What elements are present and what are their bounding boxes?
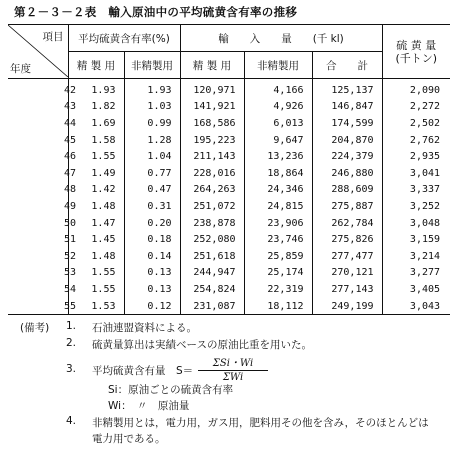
sulfur-rate-nonrefining-cell: 0.77 (124, 165, 180, 182)
header-refining-volume: 精 製 用 (180, 52, 244, 79)
sulfur-rate-refining-cell: 1.48 (68, 198, 124, 215)
header-nonrefining-rate: 非精製用 (124, 52, 180, 79)
sulfur-rate-nonrefining-cell: 0.47 (124, 182, 180, 199)
sulfur-rate-nonrefining-cell: 0.99 (124, 115, 180, 132)
import-total-cell: 288,609 (312, 182, 382, 199)
table-row (8, 99, 450, 116)
sulfur-rate-nonrefining-cell: 1.93 (124, 79, 180, 99)
import-total-cell: 146,847 (312, 99, 382, 116)
note-1-number: 1. (66, 320, 77, 332)
import-nonrefining-cell: 25,859 (244, 248, 312, 265)
notes-label: (備考) (20, 322, 50, 334)
import-refining-cell: 251,072 (180, 198, 244, 215)
import-total-cell: 262,784 (312, 215, 382, 232)
sulfur-rate-refining-cell: 1.82 (68, 99, 124, 116)
import-total-cell: 275,826 (312, 231, 382, 248)
sulfur-rate-nonrefining-cell: 0.14 (124, 248, 180, 265)
sulfur-amount-cell: 3,337 (409, 184, 441, 196)
note-3-wi-definition: Wi： 〃 原油量 (108, 400, 190, 412)
sulfur-rate-refining-cell: 1.45 (68, 231, 124, 248)
import-nonrefining-cell: 18,112 (244, 298, 312, 315)
header-avg-sulfur-rate: 平均硫黄含有率(%) (68, 25, 180, 52)
sulfur-amount-cell: 3,041 (409, 167, 441, 179)
sulfur-content-table (8, 24, 450, 315)
import-refining-cell: 120,971 (180, 79, 244, 99)
import-refining-cell: 251,618 (180, 248, 244, 265)
year-cell: 53 (8, 265, 68, 282)
sulfur-rate-nonrefining-cell: 1.04 (124, 148, 180, 165)
import-total-cell: 125,137 (312, 79, 382, 99)
header-import-volume: 輸 入 量 (千 kl) (180, 25, 382, 52)
note-3-number: 3. (66, 363, 77, 375)
table-row (8, 281, 450, 298)
import-nonrefining-cell: 4,926 (244, 99, 312, 116)
sulfur-rate-nonrefining-cell: 1.28 (124, 132, 180, 149)
corner-year-label: 年度 (10, 63, 31, 75)
note-3-lead: 平均硫黄含有量 S＝ (92, 365, 194, 377)
import-total-cell: 275,887 (312, 198, 382, 215)
sulfur-amount-cell: 3,048 (409, 217, 441, 229)
year-cell: 45 (8, 132, 68, 149)
table-row (8, 298, 450, 315)
sulfur-amount-cell: 2,762 (409, 134, 441, 146)
sulfur-rate-nonrefining-cell: 0.31 (124, 198, 180, 215)
table-row (8, 148, 450, 165)
formula-fraction (198, 354, 268, 383)
import-refining-cell: 238,878 (180, 215, 244, 232)
formula-numerator: ΣSi・Wi (198, 354, 268, 371)
note-2-number: 2. (66, 337, 77, 349)
table-row (8, 198, 450, 215)
sulfur-rate-refining-cell: 1.49 (68, 165, 124, 182)
note-2-text: 硫黄量算出は実績ベースの原油比重を用いた。 (92, 339, 312, 351)
table-row (8, 182, 450, 199)
note-3-si-definition: Si：原油ごとの硫黄含有率 (108, 384, 234, 396)
formula-denominator: ΣWi (222, 372, 244, 383)
sulfur-amount-cell: 2,935 (409, 151, 441, 163)
sulfur-amount-cell: 2,272 (409, 101, 441, 113)
sulfur-amount-cell: 3,277 (409, 267, 441, 279)
import-refining-cell: 211,143 (180, 148, 244, 165)
sulfur-amount-cell: 2,502 (409, 117, 441, 129)
sulfur-rate-nonrefining-cell: 0.20 (124, 215, 180, 232)
import-refining-cell: 168,586 (180, 115, 244, 132)
sulfur-amount-cell: 3,159 (409, 234, 441, 246)
table-row (8, 79, 450, 99)
sulfur-amount-cell: 2,090 (409, 84, 441, 96)
year-cell: 44 (8, 115, 68, 132)
import-total-cell: 277,477 (312, 248, 382, 265)
year-cell: 55 (8, 298, 68, 315)
sulfur-rate-refining-cell: 1.42 (68, 182, 124, 199)
import-refining-cell: 252,080 (180, 231, 244, 248)
table-title: 第２－３－２表 輸入原油中の平均硫黄含有率の推移 (14, 5, 298, 19)
import-total-cell: 277,143 (312, 281, 382, 298)
sulfur-amount-cell: 3,252 (409, 200, 441, 212)
year-cell: 49 (8, 198, 68, 215)
table-row (8, 231, 450, 248)
year-cell: 52 (8, 248, 68, 265)
year-cell: 50 (8, 215, 68, 232)
import-refining-cell: 228,016 (180, 165, 244, 182)
import-nonrefining-cell: 23,746 (244, 231, 312, 248)
note-4-line1: 非精製用とは，電力用，ガス用，肥料用その他を含み，そのほとんどは (92, 417, 429, 429)
header-sulfur-amount-line1: 硫 黄 量 (396, 38, 437, 52)
sulfur-rate-nonrefining-cell: 0.18 (124, 231, 180, 248)
header-refining-rate: 精 製 用 (68, 52, 124, 79)
table-row (8, 248, 450, 265)
header-sulfur-amount (382, 25, 450, 79)
import-refining-cell: 254,824 (180, 281, 244, 298)
import-total-cell: 246,880 (312, 165, 382, 182)
table-row (8, 132, 450, 149)
import-nonrefining-cell: 18,864 (244, 165, 312, 182)
sulfur-rate-nonrefining-cell: 0.12 (124, 298, 180, 315)
sulfur-rate-nonrefining-cell: 0.13 (124, 281, 180, 298)
year-cell: 43 (8, 99, 68, 116)
year-cell: 54 (8, 281, 68, 298)
note-1-text: 石油連盟資料による。 (92, 322, 197, 334)
import-refining-cell: 141,921 (180, 99, 244, 116)
sulfur-rate-nonrefining-cell: 1.03 (124, 99, 180, 116)
table-row (8, 115, 450, 132)
import-nonrefining-cell: 22,319 (244, 281, 312, 298)
sulfur-rate-refining-cell: 1.55 (68, 281, 124, 298)
import-nonrefining-cell: 13,236 (244, 148, 312, 165)
header-total-volume: 合 計 (312, 52, 382, 79)
header-sulfur-amount-unit: (千トン) (395, 51, 438, 65)
import-total-cell: 204,870 (312, 132, 382, 149)
sulfur-rate-refining-cell: 1.53 (68, 298, 124, 315)
table-row (8, 165, 450, 182)
corner-item-label: 項目 (42, 31, 64, 43)
import-nonrefining-cell: 25,174 (244, 265, 312, 282)
table-row (8, 265, 450, 282)
sulfur-amount-cell: 3,043 (382, 298, 450, 315)
sulfur-amount-cell: 3,214 (409, 250, 441, 262)
sulfur-rate-refining-cell: 1.48 (68, 248, 124, 265)
sulfur-rate-refining-cell: 1.55 (68, 265, 124, 282)
import-nonrefining-cell: 9,647 (244, 132, 312, 149)
import-total-cell: 270,121 (312, 265, 382, 282)
import-refining-cell: 244,947 (180, 265, 244, 282)
sulfur-rate-refining-cell: 1.55 (68, 148, 124, 165)
import-nonrefining-cell: 4,166 (244, 79, 312, 99)
year-cell: 46 (8, 148, 68, 165)
corner-header-cell (8, 25, 68, 79)
sulfur-rate-refining-cell: 1.69 (68, 115, 124, 132)
sulfur-rate-refining-cell: 1.93 (68, 79, 124, 99)
note-4-line2: 電力用である。 (92, 433, 166, 445)
sulfur-amount-cell: 3,405 (409, 283, 441, 295)
import-refining-cell: 231,087 (180, 298, 244, 315)
year-cell: 47 (8, 165, 68, 182)
sulfur-rate-refining-cell: 1.58 (68, 132, 124, 149)
year-cell: 42 (8, 79, 68, 99)
sulfur-rate-nonrefining-cell: 0.13 (124, 265, 180, 282)
year-cell: 48 (8, 182, 68, 199)
header-nonrefining-volume: 非精製用 (244, 52, 312, 79)
import-nonrefining-cell: 23,906 (244, 215, 312, 232)
sulfur-rate-refining-cell: 1.47 (68, 215, 124, 232)
import-nonrefining-cell: 24,815 (244, 198, 312, 215)
import-total-cell: 174,599 (312, 115, 382, 132)
table-row (8, 215, 450, 232)
import-nonrefining-cell: 24,346 (244, 182, 312, 199)
note-4-number: 4. (66, 415, 77, 427)
import-nonrefining-cell: 6,013 (244, 115, 312, 132)
table-body (8, 79, 450, 315)
import-total-cell: 249,199 (312, 298, 382, 315)
import-refining-cell: 195,223 (180, 132, 244, 149)
import-refining-cell: 264,263 (180, 182, 244, 199)
year-cell: 51 (8, 231, 68, 248)
import-total-cell: 224,379 (312, 148, 382, 165)
